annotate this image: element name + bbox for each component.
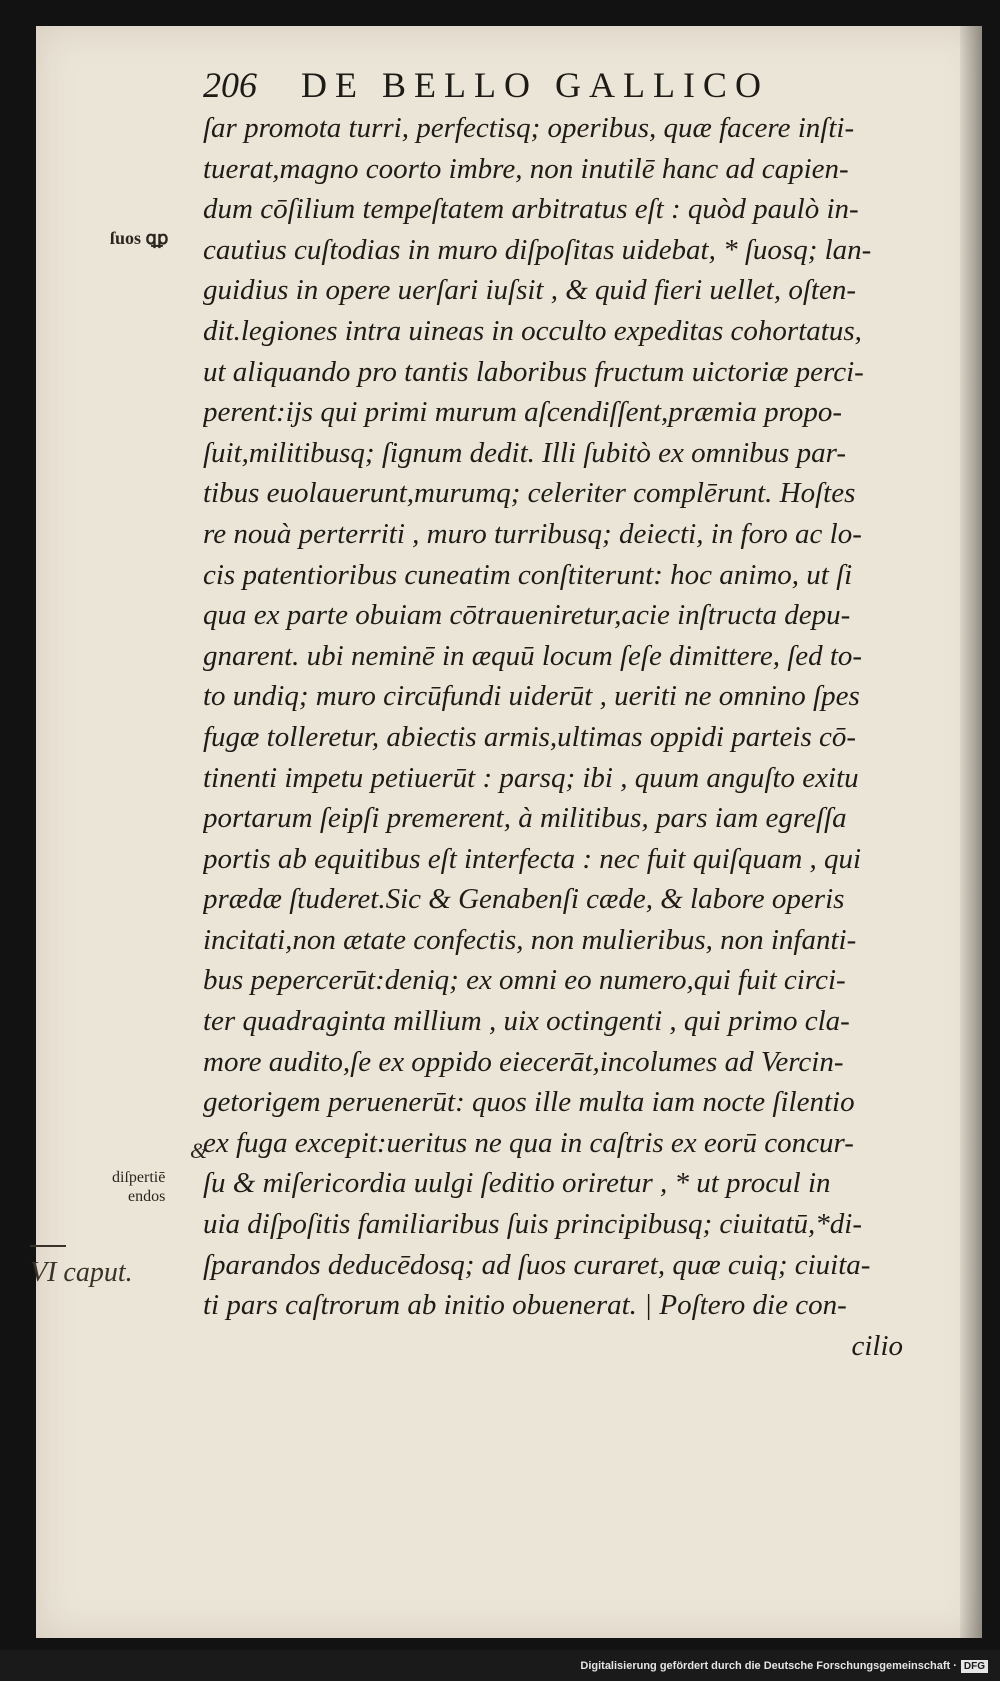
text-line: ti pars caſtrorum ab initio obuenerat. | Poſtero die con- [203,1289,847,1322]
text-line: cilio [851,1329,903,1362]
text-line: portis ab equitibus eſt interfecta : nec fuit quiſquam , qui [203,842,862,875]
text-line: tuerat,magno coorto imbre, non inutilē hanc ad capien- [203,152,849,185]
text-line: ſu & miſericordia uulgi ſeditio oriretur , * ut procul in [203,1167,831,1200]
digitization-credit [580,1660,988,1673]
text-line: ſar promota turri, perfectisq; operibus, quæ facere inſti- [203,112,855,144]
text-line: fugæ tolleretur, abiectis armis,ultimas oppidi parteis cō- [203,720,857,753]
text-line: ſparandos deducēdosq; ad ſuos curaret, quæ cuiq; ciuita- [203,1248,871,1281]
page-number: 206 [203,65,257,105]
handwritten-stroke [30,1245,66,1247]
text-line: perent:ijs qui primi murum aſcendiſſent,præmia propo- [203,396,843,429]
running-title: DE BELLO GALLICO [301,65,769,105]
credit-text: Digitalisierung gefördert durch die Deutsche Forschungsgemeinschaft · [580,1660,957,1672]
text-line: bus pepercerūt:deniq; ex omni eo numero,qui fuit circi- [203,964,846,997]
text-line: dit.legiones intra uineas in occulto expeditas cohortatus, [203,314,862,347]
marginal-note-line: diſpertiē [112,1169,166,1186]
text-line: cis patentioribus cuneatim conſtiterunt: hoc animo, ut ſi [203,558,853,591]
marginal-note-line: endos [127,1188,166,1205]
text-line: ter quadraginta millium , uix octingenti , qui primo cla- [203,1005,850,1038]
page-gutter-shadow [960,26,982,1638]
text-line: tinenti impetu petiuerūt : parsq; ibi , quum anguſto exitu [203,761,859,794]
text-line: portarum ſeipſi premerent, à militibus, pars iam egreſſa [203,802,847,835]
text-line: re nouà perterriti , muro turribusq; deiecti, in foro ac lo- [203,517,862,550]
text-line: ex fuga excepit:ueritus ne qua in caſtris ex eorū concur- [203,1126,854,1159]
text-line: getorigem peruenerūt: quos ille multa iam nocte ſilentio [203,1086,855,1119]
text-line: incitati,non ætate confectis, non mulieribus, non infanti- [203,923,857,956]
text-line: ut aliquando pro tantis laboribus fructum uictoriæ perci- [203,355,864,388]
chapter-label: VI caput. [30,1257,133,1288]
text-line: prædæ ſtuderet.Sic & Genabenſi cæde, & labore operis [203,883,845,916]
dfg-logo: DFG [961,1660,988,1673]
text-line: tibus euolauerunt,murumq; celeriter complērunt. Hoſtes [203,477,856,510]
text-line: cautius cuſtodias in muro diſpoſitas uidebat, * ſuosq; lan- [203,233,872,266]
text-line: more audito,ſe ex oppido eiecerāt,incolumes ad Vercin- [203,1045,844,1078]
marginal-note-et: & [190,1138,208,1163]
text-line: dum cōſilium tempeſtatem arbitratus eſt : quòd paulò in- [203,193,859,226]
text-line: ſuit,militibusq; ſignum dedit. Illi ſubitò ex omnibus par- [203,436,847,469]
text-line: gnarent. ubi neminē in æquū locum ſeſe dimittere, ſed to- [203,639,863,672]
handwritten-chapter-note [30,1245,133,1289]
text-line: qua ex parte obuiam cōtraueniretur,acie inſtructa depu- [203,599,851,632]
marginal-note-suos: ſuos ꝗꝑ [110,228,169,248]
marginal-note-dispertiendos [112,1168,165,1206]
body-text [203,108,903,1366]
text-line: to undiq; muro circūfundi uiderūt , ueriti ne omnino ſpes [203,680,860,713]
running-head [203,64,769,106]
text-line: guidius in opere uerſari iuſsit , & quid fieri uellet, oſten- [203,274,856,307]
text-line: uia diſpoſitis familiaribus ſuis principibusq; ciuitatū,*di- [203,1208,862,1241]
